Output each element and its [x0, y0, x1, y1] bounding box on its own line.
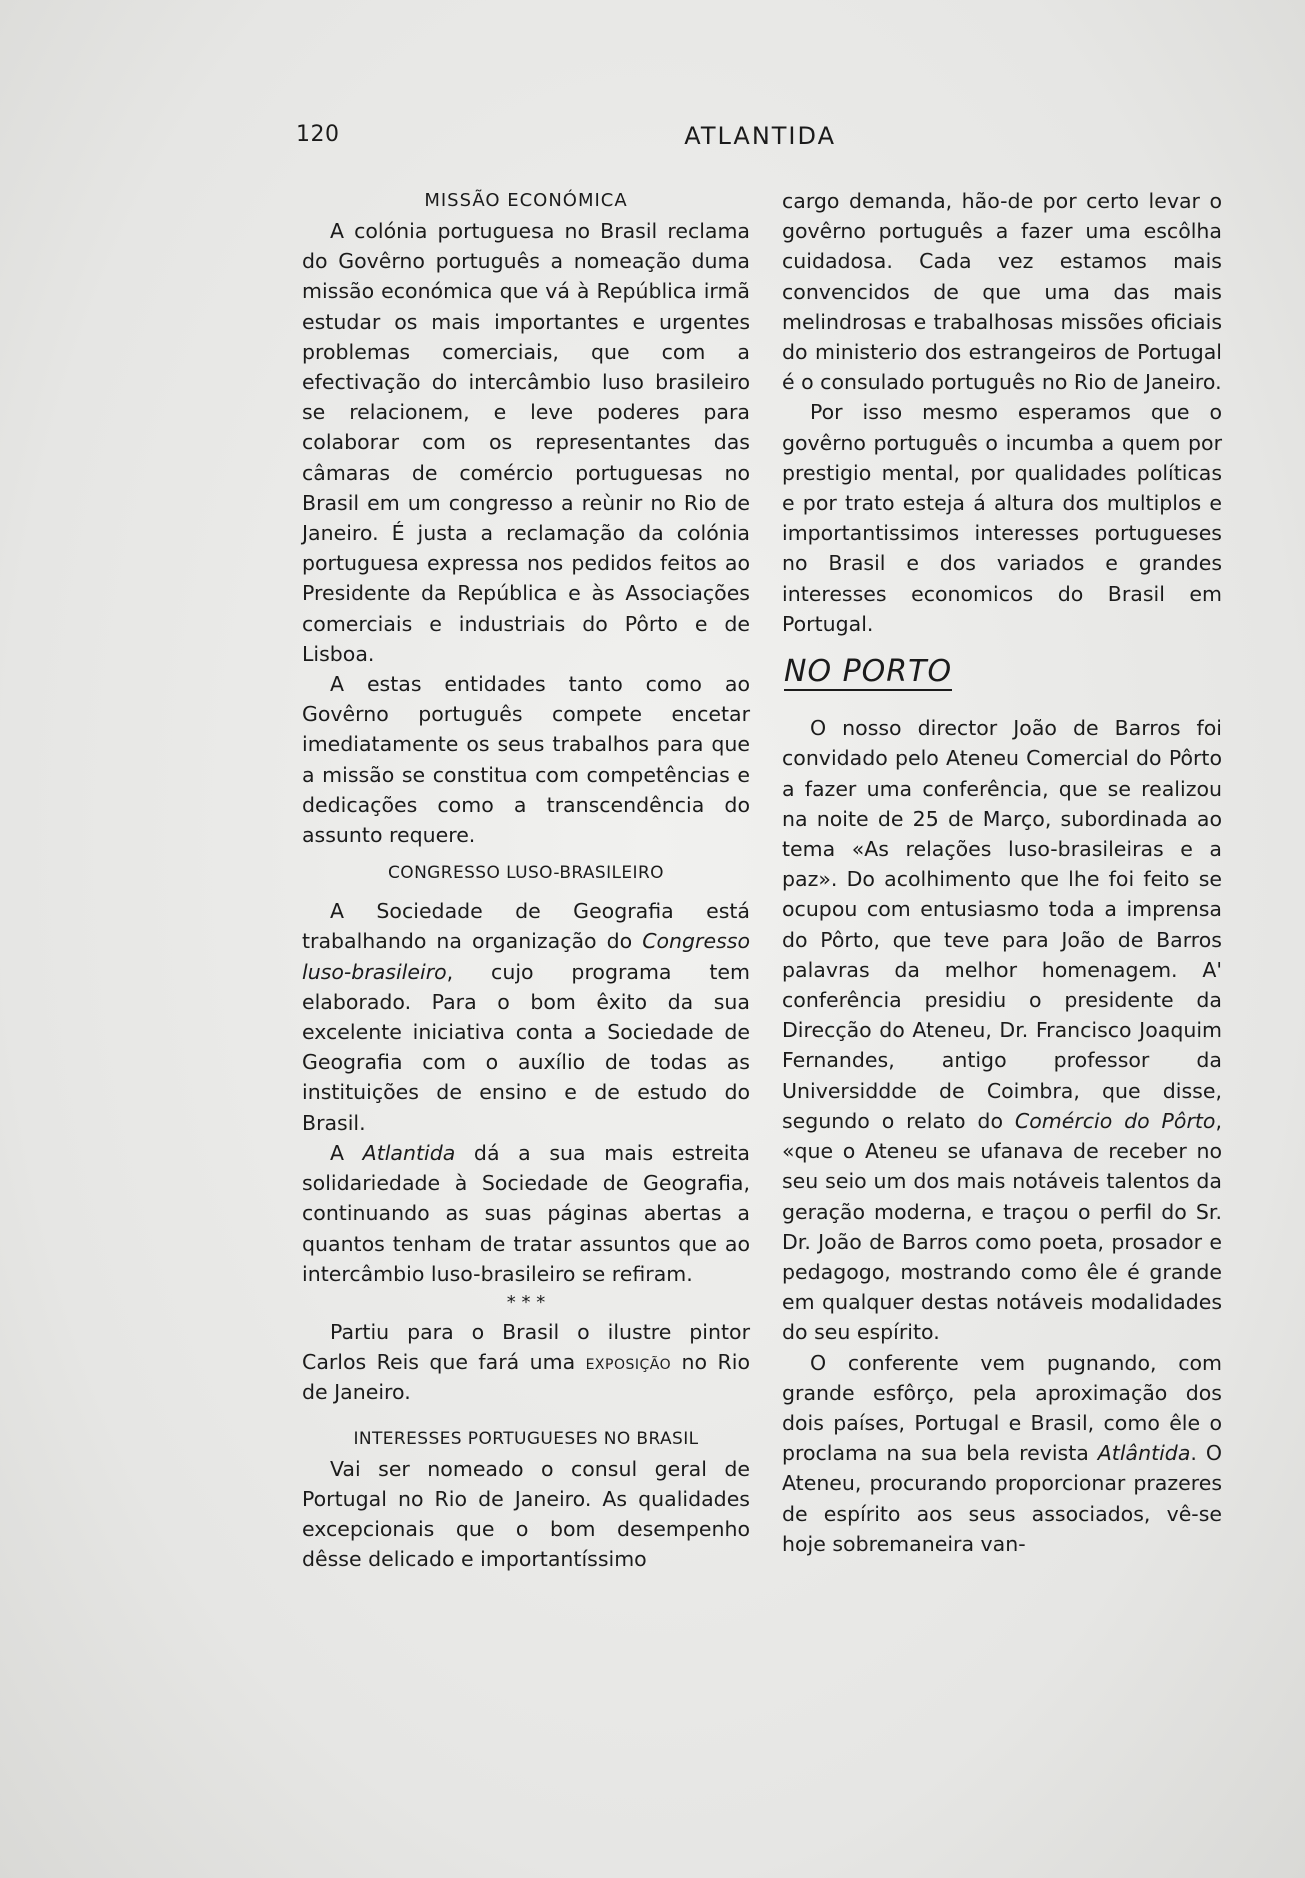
italic-title: Congresso luso-brasileiro [302, 929, 750, 984]
section-heading-missao: MISSÃO ECONÓMICA [424, 190, 628, 211]
paragraph: A colónia portuguesa no Brasil reclama do Govêrno português a nomeação duma missão económica que vá à República irmã estudar os mais importantes e urgentes problemas comerciais, que com a efectivação do intercâmbio luso brasileiro se relacionem, e leve poderes para colaborar com os representantes das câmaras de comércio portuguesas no Brasil em um congresso a reùnir no Rio de Janeiro. É justa a reclamação da colónia portuguesa expressa nos pedidos feitos ao Presidente da República e às Associações comerciais e industriais do Pôrto e de Lisboa. [302, 219, 750, 666]
text-run: O conferente vem pugnando, com grande esfôrço, pela aproximação dos dois países, Portugal e Brasil, como êle o proclama na sua bela revista [782, 1350, 1222, 1466]
text-run: Partiu para o Brasil o ilustre pintor Carlos Reis que fará uma [302, 1319, 750, 1375]
text-run: . O Ateneu, procurando proporcionar prazeres de espírito aos seus associados, vê-se hoje sobremaneira van- [782, 1441, 1223, 1556]
paragraph [302, 896, 750, 1138]
section-heading-interesses: INTERESSES PORTUGUESES NO BRASIL [353, 1428, 699, 1449]
paragraph: A estas entidades tanto como ao Govêrno português compete encetar imediatamente os seus trabalhos para que a missão se constitua com competências e dedicações como a transcendência do assunto requere. [302, 672, 750, 848]
text-run: no Rio de Janeiro. [302, 1350, 750, 1405]
paragraph [782, 713, 1222, 1347]
page-number: 120 [296, 122, 340, 147]
paragraph: cargo demanda, hão-de por certo levar o govêrno português a fazer uma escôlha cuidadosa. Cada vez estamos mais convencidos de que uma das mais melindrosas e trabalhosas missões oficiais do ministerio dos estrangeiros de Portugal é o consulado português no Rio de Janeiro. [782, 189, 1222, 395]
left-column [302, 186, 750, 1574]
section-heading-congresso: CONGRESSO LUSO-BRASILEIRO [388, 863, 664, 884]
text-run: O nosso director João de Barros foi convidado pelo Ateneu Comercial do Pôrto a fazer uma conferência, que se realizou na noite de 25 de Março, subordinada ao tema «As relações luso-brasileiras e a paz». Do acolhimento que lhe foi feito se ocupou com entusiasmo toda a imprensa do Pôrto, que teve para João de Barros palavras da melhor homenagem. A' conferência presidiu o presidente da Direcção do Ateneu, Dr. Francisco Joaquim Fernandes, antigo professor da Universiddde de Coimbra, que disse, segundo o relato do [782, 716, 1222, 1133]
text-run: A [330, 1140, 363, 1165]
paragraph [302, 1138, 750, 1289]
page-header [296, 122, 836, 156]
italic-title: Atlantida [362, 1140, 456, 1165]
section-title-no-porto: NO PORTO [784, 657, 952, 691]
text-run: , «que o Ateneu se ufanava de receber no seu seio um dos mais notáveis talentos da geração moderna, e traçou o perfil do Sr. Dr. João de Barros como poeta, prosador e pedagogo, mostrando como êle é grande em qualquer destas notáveis modalidades do seu espírito. [782, 1108, 1222, 1345]
italic-title: Atlântida [1097, 1441, 1191, 1466]
asterism-divider: * * * [506, 1291, 546, 1313]
paragraph: Vai ser nomeado o consul geral de Portugal no Rio de Janeiro. As qualidades excepcionais que o bom desempenho dêsse delicado e importantíssimo [302, 1456, 750, 1572]
italic-title: Comércio do Pôrto [1014, 1108, 1216, 1133]
paragraph [302, 1317, 750, 1408]
smallcaps-word: exposição [585, 1350, 672, 1375]
text-run: dá a sua mais estreita solidariedade à Sociedade de Geografia, continuando as suas páginas abertas a quantos tenham de tratar assuntos que ao intercâmbio luso-brasileiro se refiram. [302, 1140, 750, 1286]
paragraph: Por isso mesmo esperamos que o govêrno português o incumba a quem por prestigio mental, por qualidades políticas e por trato esteja á altura dos multiplos e importantissimos interesses portugueses no Brasil e dos variados e grandes interesses economicos do Brasil em Portugal. [782, 400, 1222, 636]
text-run: A Sociedade de Geografia está trabalhando na organização do [302, 899, 750, 954]
running-title: ATLANTIDA [684, 122, 836, 150]
text-run: , cujo programa tem elaborado. Para o bom êxito da sua excelente iniciativa conta a Sociedade de Geografia com o auxílio de todas as instituições de ensino e de estudo do Brasil. [302, 959, 750, 1135]
right-column [782, 186, 1222, 1559]
paragraph [782, 1348, 1222, 1559]
